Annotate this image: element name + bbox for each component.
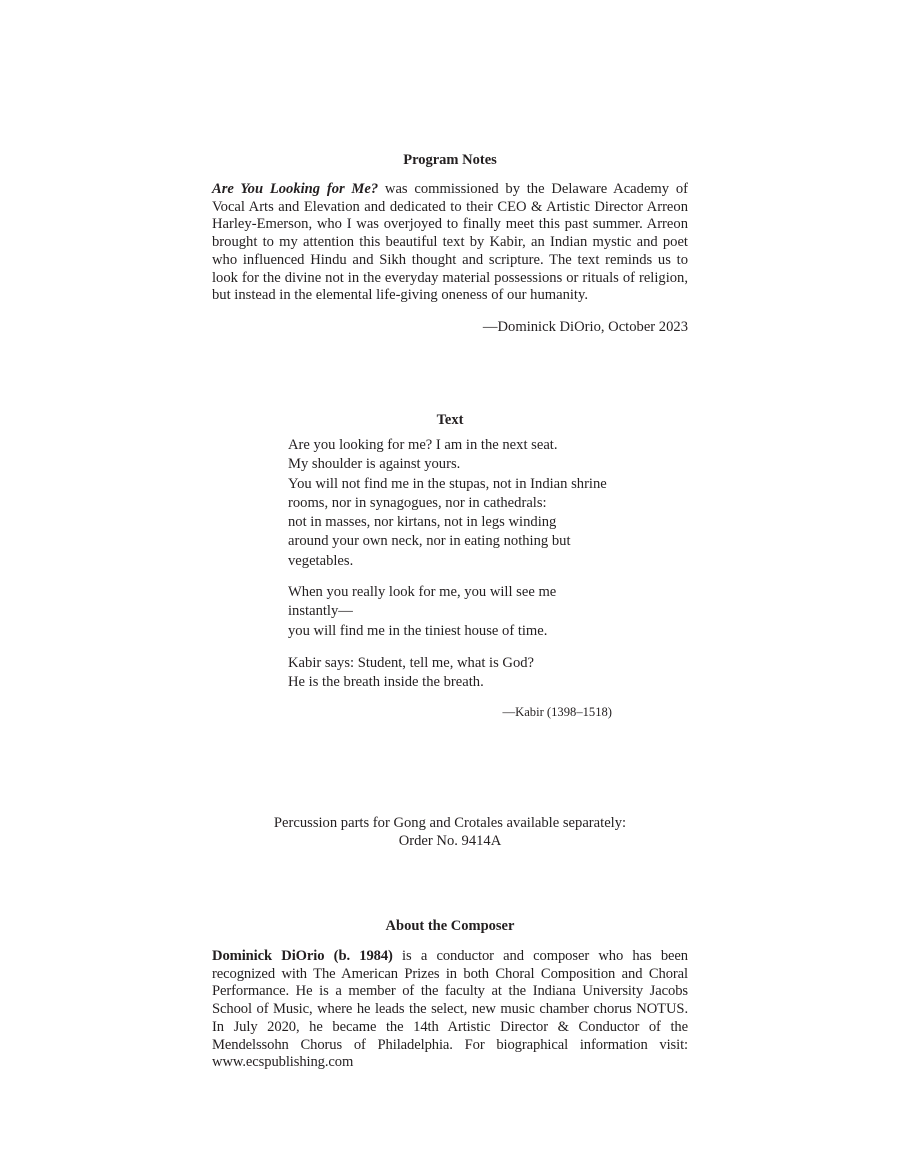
poem-line: When you really look for me, you will see me <box>288 584 557 600</box>
poem-text <box>288 436 628 571</box>
poem-text-2 <box>288 583 628 641</box>
percussion-note <box>0 814 900 850</box>
poem-line: not in masses, nor kirtans, not in legs winding <box>288 514 557 531</box>
poem-line: rooms, nor in synagogues, nor in cathedrals: <box>288 494 547 511</box>
poem-line: You will not find me in the stupas, not in Indian shrine <box>288 475 607 492</box>
composer-bio-paragraph <box>212 948 688 1072</box>
text-heading: Text <box>436 412 464 428</box>
poem-line: vegetables. <box>288 552 354 569</box>
poem-line: Kabir says: Student, tell me, what is God? <box>288 655 535 671</box>
program-notes-paragraph <box>212 181 688 305</box>
program-notes-signature: —Dominick DiOrio, October 2023 <box>482 319 688 335</box>
composer-bio-body: is a conductor and composer who has been recognized with The American Prizes in both Choral Composition and Choral Performance. He is a member of the faculty at the Indiana University Jacobs School of Music, where he leads the select, new music chamber chorus NOTUS. In July 2020, he became the 14th Artistic Director & Conductor of the Mendelssohn Chorus of Philadelphia. For biographical information visit: www.ecspublishing.com <box>212 948 688 1071</box>
poem-stanza-2 <box>288 583 628 641</box>
poem-line: He is the breath inside the breath. <box>288 674 484 691</box>
poem-stanza-1 <box>288 436 628 571</box>
poem-line: around your own neck, nor in eating nothing but <box>288 533 571 550</box>
poem-attribution: —Kabir (1398–1518) <box>502 705 612 719</box>
composer-name: Dominick DiOrio (b. 1984) <box>212 948 393 964</box>
poem-line: instantly— <box>288 603 353 620</box>
poem-line: you will find me in the tiniest house of time. <box>288 622 548 639</box>
poem-line: Are you looking for me? I am in the next seat. <box>288 437 558 453</box>
about-composer-heading: About the Composer <box>385 918 515 934</box>
order-number: Order No. 9414A <box>398 833 502 849</box>
program-notes-body: was commissioned by the Delaware Academy of Vocal Arts and Elevation and dedicated to their CEO & Artistic Director Arreon Harley-Emerson, who I was overjoyed to finally meet this past summer. Arreon brought to my attention this beautiful text by Kabir, an Indian mystic and poet who influenced Hindu and Sikh thought and scripture. The text reminds us to look for the divine not in the everyday material possessions or rituals of religion, but instead in the elemental life-giving oneness of our humanity. <box>212 181 688 304</box>
work-title: Are You Looking for Me? <box>212 181 379 197</box>
poem-text-3 <box>288 654 628 693</box>
program-notes-heading: Program Notes <box>403 152 497 168</box>
poem-stanza-3 <box>288 654 628 693</box>
percussion-note-line1: Percussion parts for Gong and Crotales available separately: <box>273 815 627 831</box>
poem-line: My shoulder is against yours. <box>288 456 461 473</box>
